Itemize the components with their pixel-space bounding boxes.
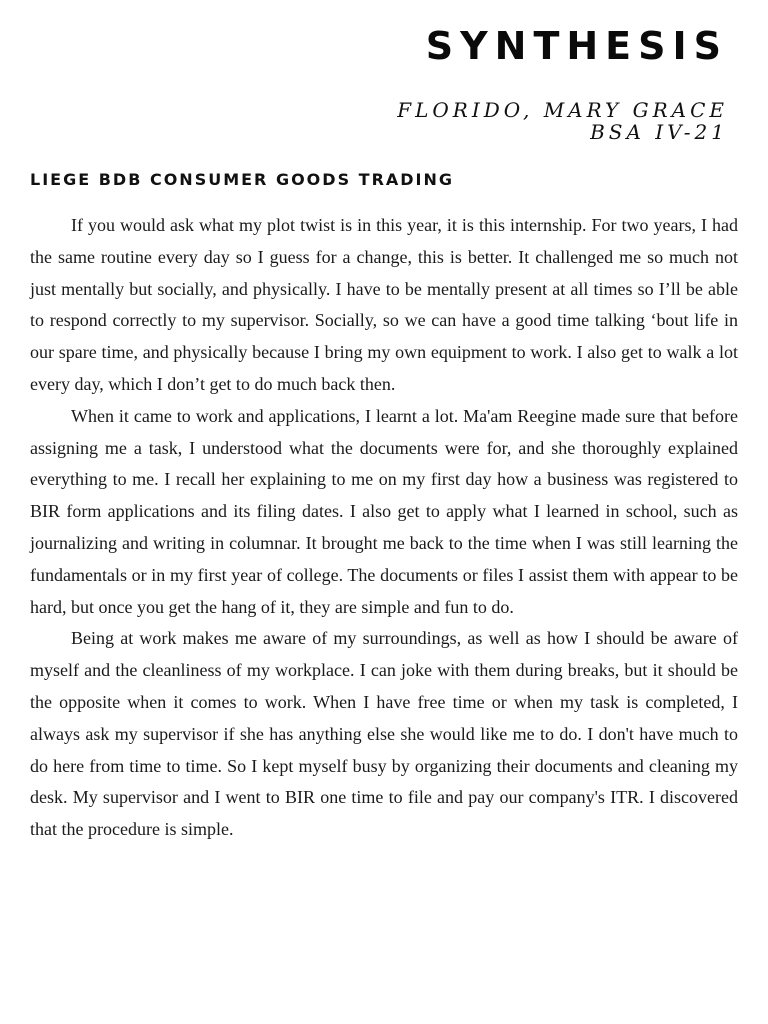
author-name: FLORIDO, MARY GRACE <box>397 98 728 122</box>
author-block <box>397 99 728 143</box>
paragraph: Being at work makes me aware of my surroundings, as well as how I should be aware of myself and the cleanliness of my workplace. I can joke with them during breaks, but it should be the opposite when it comes to work. When I have free time or when my task is completed, I always ask my supervisor if she has anything else she would like me to do. I don't have much to do here from time to time. So I kept myself busy by organizing their documents and cleaning my desk. My supervisor and I went to BIR one time to file and pay our company's ITR. I discovered that the procedure is simple. <box>30 628 738 840</box>
paragraph: If you would ask what my plot twist is in this year, it is this internship. For two years, I had the same routine every day so I guess for a change, this is better. It challenged me so much not just mentally but socially, and physically. I have to be mentally present at all times so I’ll be able to respond correctly to my supervisor. Socially, so we can have a good time talking ‘bout life in our spare time, and physically because I bring my own equipment to work. I also get to walk a lot every day, which I don’t get to do much back then. <box>30 215 738 394</box>
body-text <box>30 210 738 846</box>
author-section: BSA IV-21 <box>590 120 728 144</box>
page-title: SYNTHESIS <box>425 24 728 68</box>
paragraph: When it came to work and applications, I learnt a lot. Ma'am Reegine made sure that before assigning me a task, I understood what the documents were for, and she thoroughly explained everything to me. I recall her explaining to me on my first day how a business was registered to BIR form applications and its filing dates. I also get to apply what I learned in school, such as journalizing and writing in columnar. It brought me back to the time when I was still learning the fundamentals or in my first year of college. The documents or files I assist them with appear to be hard, but once you get the hang of it, they are simple and fun to do. <box>30 405 738 617</box>
section-heading: LIEGE BDB CONSUMER GOODS TRADING <box>30 170 455 189</box>
